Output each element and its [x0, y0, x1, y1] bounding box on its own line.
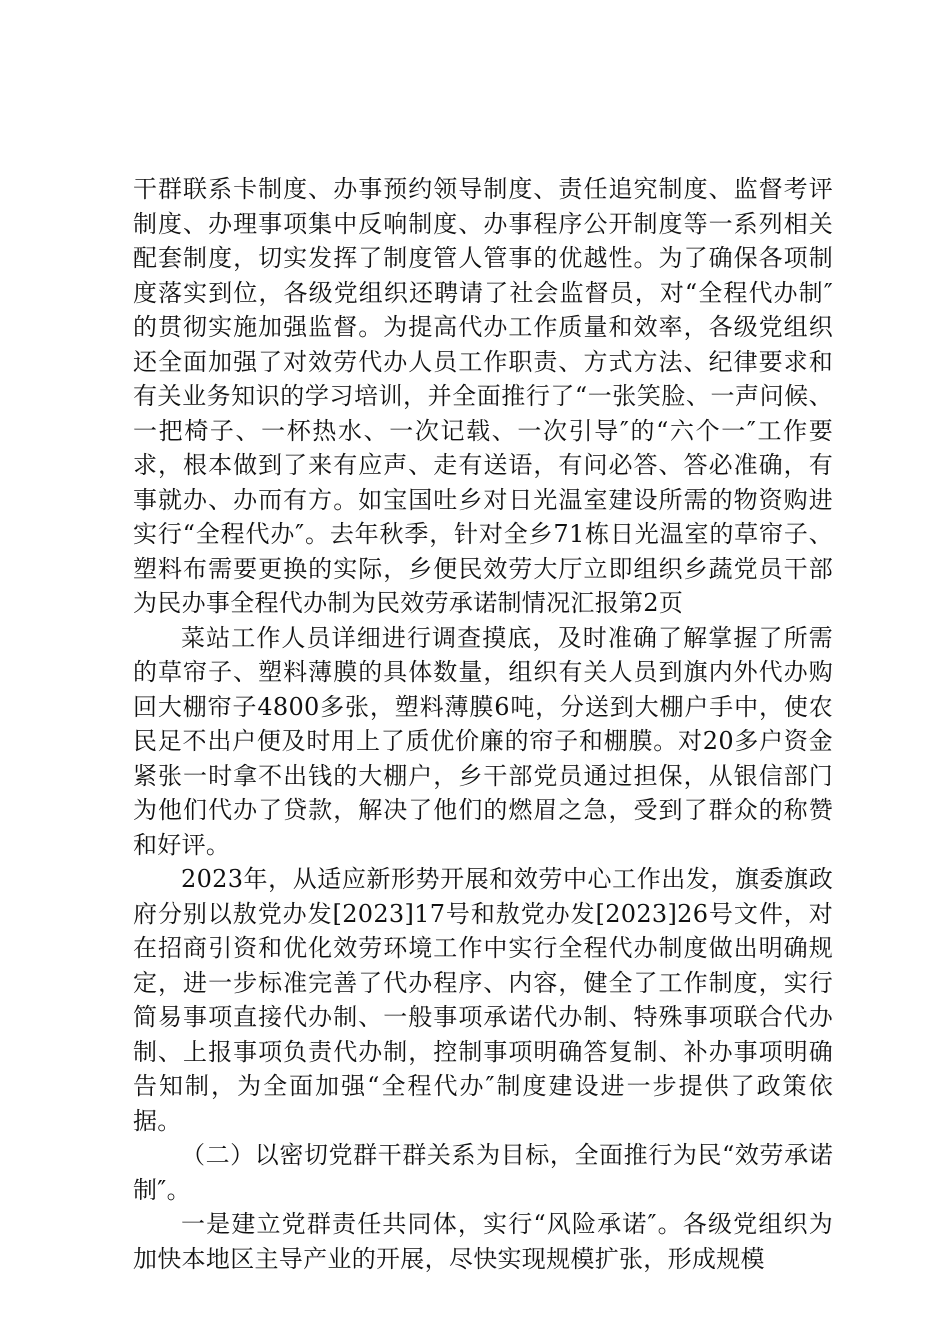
paragraph-1: 干群联系卡制度、办事预约领导制度、责任追究制度、监督考评制度、办理事项集中反响制度、办事程序公开制度等一系列相关配套制度，切实发挥了制度管人管事的优越性。为了确保各项制度落实到位，各级党组织还聘请了社会监督员，对“全程代办制″的贯彻实施加强监督。为提高代办工作质量和效率，各级党组织还全面加强了对效劳代办人员工作职责、方式方法、纪律要求和有关业务知识的学习培训，并全面推行了“一张笑脸、一声问候、一把椅子、一杯热水、一次记载、一次引导″的“六个一″工作要求，根本做到了来有应声、走有送语，有问必答、答必准确，有事就办、办而有方。如宝国吐乡对日光温室建设所需的物资购进实行“全程代办″。去年秋季，针对全乡71栋日光温室的草帘子、塑料布需要更换的实际，乡便民效劳大厅立即组织乡蔬党员干部为民办事全程代办制为民效劳承诺制情况汇报第2页	[133, 175, 833, 617]
paragraph-5: 一是建立党群责任共同体，实行“风险承诺″。各级党组织为加快本地区主导产业的开展，尽快实现规模扩张，形成规模	[133, 1210, 833, 1273]
paragraph-2: 菜站工作人员详细进行调查摸底，及时准确了解掌握了所需的草帘子、塑料薄膜的具体数量，组织有关人员到旗内外代办购回大棚帘子4800多张，塑料薄膜6吨，分送到大棚户手中，使农民足不出户便及时用上了质优价廉的帘子和棚膜。对20多户资金紧张一时拿不出钱的大棚户，乡干部党员通过担保，从银信部门为他们代办了贷款，解决了他们的燃眉之急，受到了群众的称赞和好评。	[133, 623, 833, 859]
document-body	[133, 172, 833, 1276]
paragraph-4: （二）以密切党群干群关系为目标，全面推行为民“效劳承诺制″。	[133, 1141, 833, 1204]
paragraph-3: 2023年，从适应新形势开展和效劳中心工作出发，旗委旗政府分别以敖党办发[2023]17号和敖党办发[2023]26号文件，对在招商引资和优化效劳环境工作中实行全程代办制度做出明确规定，进一步标准完善了代办程序、内容，健全了工作制度，实行简易事项直接代办制、一般事项承诺代办制、特殊事项联合代办制、上报事项负责代办制，控制事项明确答复制、补办事项明确告知制，为全面加强“全程代办″制度建设进一步提供了政策依据。	[133, 865, 833, 1135]
